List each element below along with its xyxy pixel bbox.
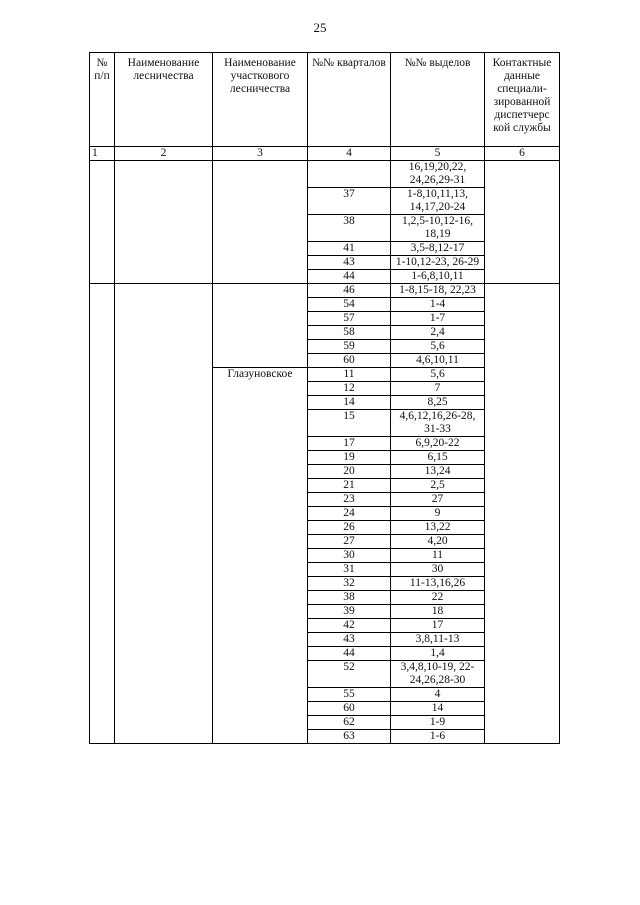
sections-cell: 4,6,10,11 — [391, 354, 485, 368]
header-forestry-name: Наименование лесничества — [115, 53, 213, 147]
sections-cell: 3,8,11-13 — [391, 633, 485, 647]
header-district-forestry-name: Наименование участкового лесничества — [213, 53, 308, 147]
sections-cell: 11-13,16,26 — [391, 577, 485, 591]
sections-cell: 5,6 — [391, 340, 485, 354]
quarter-cell: 55 — [308, 688, 391, 702]
index-cell — [90, 161, 115, 284]
quarter-cell: 30 — [308, 549, 391, 563]
sections-cell: 3,5-8,12-17 — [391, 242, 485, 256]
column-number-1: 1 — [90, 147, 115, 161]
header-row — [90, 53, 560, 147]
quarter-cell: 39 — [308, 605, 391, 619]
index-cell — [90, 284, 115, 744]
sections-cell: 4 — [391, 688, 485, 702]
quarter-cell: 43 — [308, 256, 391, 270]
sections-cell: 1-6 — [391, 730, 485, 744]
sections-cell: 1-6,8,10,11 — [391, 270, 485, 284]
quarter-cell: 20 — [308, 465, 391, 479]
column-number-2: 2 — [115, 147, 213, 161]
quarter-cell: 46 — [308, 284, 391, 298]
quarter-cell: 26 — [308, 521, 391, 535]
column-number-6: 6 — [485, 147, 560, 161]
quarter-cell: 44 — [308, 647, 391, 661]
quarter-cell: 14 — [308, 396, 391, 410]
quarter-cell: 63 — [308, 730, 391, 744]
quarter-cell: 21 — [308, 479, 391, 493]
sections-cell: 18 — [391, 605, 485, 619]
column-number-3: 3 — [213, 147, 308, 161]
quarter-cell: 31 — [308, 563, 391, 577]
quarter-cell: 60 — [308, 354, 391, 368]
sections-cell: 5,6 — [391, 368, 485, 382]
forestry-sections-table — [89, 52, 560, 744]
quarter-cell: 23 — [308, 493, 391, 507]
quarter-cell: 44 — [308, 270, 391, 284]
column-number-4: 4 — [308, 147, 391, 161]
quarter-cell: 37 — [308, 188, 391, 215]
sections-cell: 2,5 — [391, 479, 485, 493]
sections-cell: 16,19,20,22, 24,26,29-31 — [391, 161, 485, 188]
sections-cell: 1-9 — [391, 716, 485, 730]
header-quarters: №№ кварталов — [308, 53, 391, 147]
forestry-cell — [115, 284, 213, 744]
sections-cell: 1-8,15-18, 22,23 — [391, 284, 485, 298]
quarter-cell: 52 — [308, 661, 391, 688]
quarter-cell: 41 — [308, 242, 391, 256]
sections-cell: 6,15 — [391, 451, 485, 465]
header-index: № п/п — [90, 53, 115, 147]
sections-cell: 8,25 — [391, 396, 485, 410]
district-forestry-cell — [213, 161, 308, 284]
quarter-cell: 38 — [308, 591, 391, 605]
quarter-cell: 59 — [308, 340, 391, 354]
quarter-cell: 62 — [308, 716, 391, 730]
forestry-cell — [115, 161, 213, 284]
sections-cell: 11 — [391, 549, 485, 563]
district-forestry-cell — [213, 284, 308, 368]
sections-cell: 14 — [391, 702, 485, 716]
table-body — [90, 161, 560, 744]
sections-cell: 1,2,5-10,12-16, 18,19 — [391, 215, 485, 242]
sections-cell: 1-7 — [391, 312, 485, 326]
quarter-cell: 15 — [308, 410, 391, 437]
sections-cell: 1-8,10,11,13, 14,17,20-24 — [391, 188, 485, 215]
column-number-row — [90, 147, 560, 161]
sections-cell: 7 — [391, 382, 485, 396]
quarter-cell: 60 — [308, 702, 391, 716]
sections-cell: 22 — [391, 591, 485, 605]
sections-cell: 3,4,8,10-19, 22-24,26,28-30 — [391, 661, 485, 688]
page-number: 25 — [313, 20, 327, 35]
sections-cell: 1-10,12-23, 26-29 — [391, 256, 485, 270]
quarter-cell: 58 — [308, 326, 391, 340]
quarter-cell — [308, 161, 391, 188]
quarter-cell: 24 — [308, 507, 391, 521]
contact-cell — [485, 161, 560, 284]
quarter-cell: 57 — [308, 312, 391, 326]
quarter-cell: 19 — [308, 451, 391, 465]
sections-cell: 4,6,12,16,26-28, 31-33 — [391, 410, 485, 437]
sections-cell: 13,22 — [391, 521, 485, 535]
table-row — [90, 284, 560, 298]
sections-cell: 17 — [391, 619, 485, 633]
sections-cell: 2,4 — [391, 326, 485, 340]
sections-cell: 9 — [391, 507, 485, 521]
sections-cell: 4,20 — [391, 535, 485, 549]
table-row — [90, 161, 560, 188]
header-contact-data: Контактные данные специали-зированной диспетчерс кой службы — [485, 53, 560, 147]
sections-cell: 13,24 — [391, 465, 485, 479]
sections-cell: 30 — [391, 563, 485, 577]
header-sections: №№ выделов — [391, 53, 485, 147]
quarter-cell: 11 — [308, 368, 391, 382]
sections-cell: 27 — [391, 493, 485, 507]
quarter-cell: 27 — [308, 535, 391, 549]
quarter-cell: 32 — [308, 577, 391, 591]
quarter-cell: 42 — [308, 619, 391, 633]
column-number-5: 5 — [391, 147, 485, 161]
quarter-cell: 54 — [308, 298, 391, 312]
contact-cell — [485, 284, 560, 744]
district-forestry-cell: Глазуновское — [213, 368, 308, 744]
sections-cell: 1,4 — [391, 647, 485, 661]
quarter-cell: 17 — [308, 437, 391, 451]
quarter-cell: 12 — [308, 382, 391, 396]
quarter-cell: 43 — [308, 633, 391, 647]
sections-cell: 6,9,20-22 — [391, 437, 485, 451]
sections-cell: 1-4 — [391, 298, 485, 312]
quarter-cell: 38 — [308, 215, 391, 242]
